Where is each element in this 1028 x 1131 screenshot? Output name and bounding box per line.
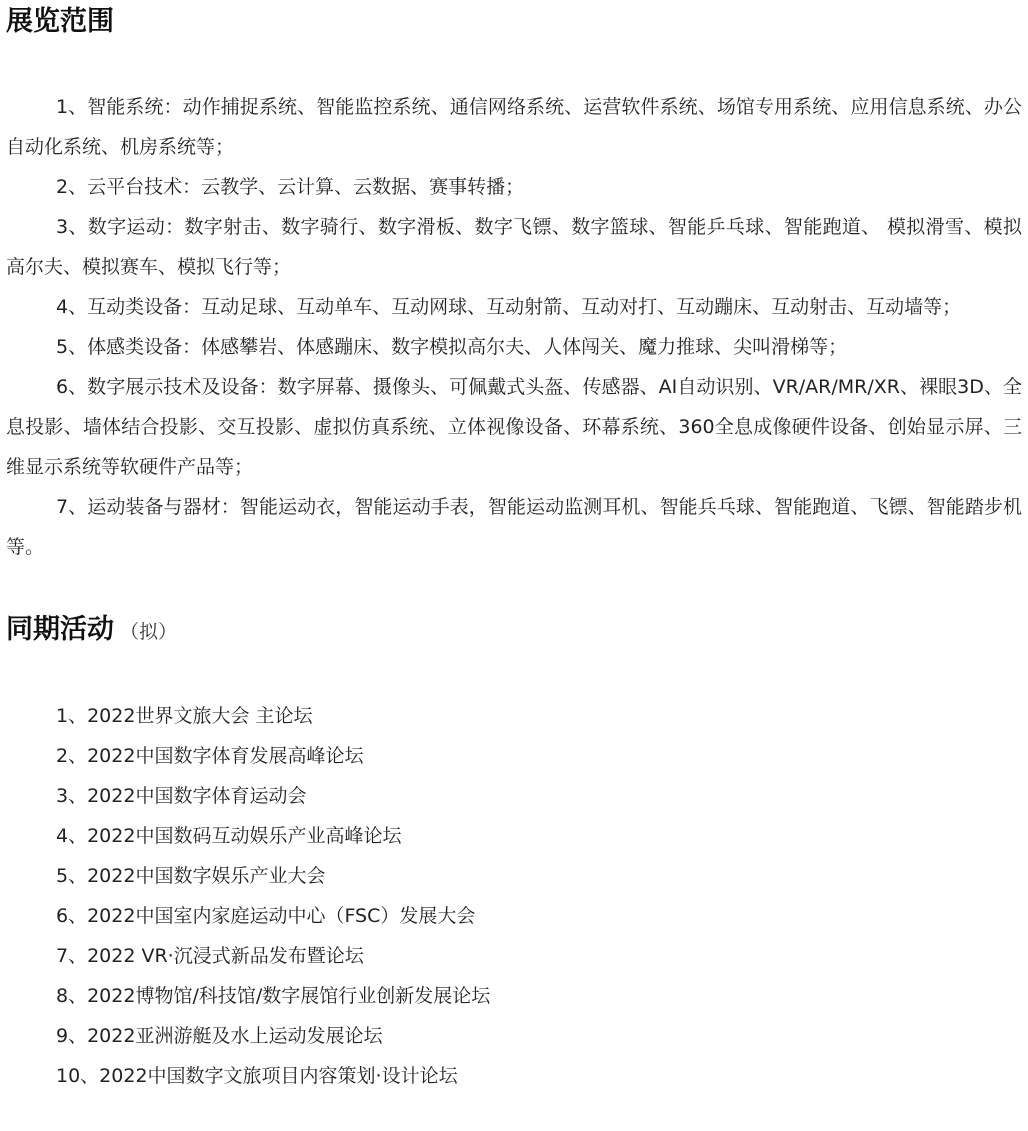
scope-item: 3、数字运动：数字射击、数字骑行、数字滑板、数字飞镖、数字篮球、智能乒乓球、智能跑道、 模拟滑雪、模拟高尔夫、模拟赛车、模拟飞行等； — [6, 216, 1022, 278]
article — [6, 0, 1022, 1096]
exhibition-scope-list — [6, 87, 1022, 567]
concurrent-events-title: 同期活动 — [6, 614, 114, 645]
scope-item: 2、云平台技术：云教学、云计算、云数据、赛事转播； — [56, 176, 525, 198]
scope-item: 4、互动类设备：互动足球、互动单车、互动网球、互动射箭、互动对打、互动蹦床、互动射击、互动墙等； — [56, 296, 962, 318]
scope-item: 5、体感类设备：体感攀岩、体感蹦床、数字模拟高尔夫、人体闯关、魔力推球、尖叫滑梯等； — [56, 336, 848, 358]
event-item: 1、2022世界文旅大会 主论坛 — [56, 705, 313, 727]
event-item: 10、2022中国数字文旅项目内容策划·设计论坛 — [56, 1065, 458, 1087]
event-item: 6、2022中国室内家庭运动中心（FSC）发展大会 — [56, 905, 476, 927]
scope-item: 1、智能系统：动作捕捉系统、智能监控系统、通信网络系统、运营软件系统、场馆专用系统、应用信息系统、办公自动化系统、机房系统等； — [6, 96, 1022, 158]
concurrent-events-list — [6, 696, 1022, 1096]
tentative-note: （拟） — [120, 621, 178, 643]
event-item: 8、2022博物馆/科技馆/数字展馆行业创新发展论坛 — [56, 985, 491, 1007]
exhibition-scope-heading — [6, 2, 1022, 42]
exhibition-scope-title: 展览范围 — [6, 6, 114, 37]
event-item: 4、2022中国数码互动娱乐产业高峰论坛 — [56, 825, 402, 847]
event-item: 3、2022中国数字体育运动会 — [56, 785, 307, 807]
event-item: 2、2022中国数字体育发展高峰论坛 — [56, 745, 364, 767]
event-item: 9、2022亚洲游艇及水上运动发展论坛 — [56, 1025, 383, 1047]
event-item: 7、2022 VR·沉浸式新品发布暨论坛 — [56, 945, 364, 967]
concurrent-events-heading — [6, 610, 1022, 652]
scope-item: 7、运动装备与器材：智能运动衣，智能运动手表，智能运动监测耳机、智能兵乓球、智能跑道、飞镖、智能踏步机等。 — [6, 496, 1022, 558]
event-item: 5、2022中国数字娱乐产业大会 — [56, 865, 326, 887]
scope-item: 6、数字展示技术及设备：数字屏幕、摄像头、可佩戴式头盔、传感器、AI自动识别、VR/AR/MR/XR、裸眼3D、全息投影、墙体结合投影、交互投影、虚拟仿真系统、立体视像设备、环幕系统、360全息成像硬件设备、创始显示屏、三维显示系统等软硬件产品等； — [6, 376, 1022, 478]
